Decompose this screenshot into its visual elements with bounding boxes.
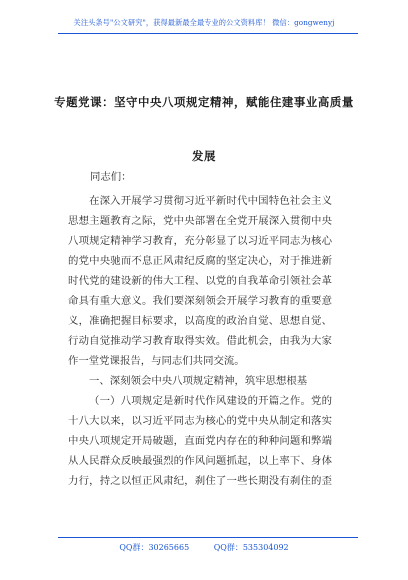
- footer: [0, 542, 408, 553]
- salutation: 同志们：: [90, 171, 132, 183]
- footer-qq-group-2: QQ群：535304092: [213, 543, 289, 552]
- text-line: 从人民群众反映最强烈的作风问题抓起，以上率下、身体: [68, 455, 332, 467]
- header-rule: [58, 33, 358, 34]
- footer-qq-group-1: QQ群：30265665: [119, 543, 190, 552]
- footer-rule: [58, 537, 358, 538]
- text-line: 的党中央驰而不息正风肃纪反腐的坚定决心，对于推进新: [68, 255, 332, 267]
- text-line: 命具有重大意义。我们要深刻领会开展学习教育的重要意: [68, 295, 332, 307]
- text-line: 行动自觉推动学习教育取得实效。借此机会，由我为大家: [68, 335, 332, 347]
- text-line: 时代党的建设新的伟大工程、以党的自我革命引领社会革: [68, 275, 332, 287]
- text-line: 十八大以来，以习近平同志为核心的党中央从制定和落实: [68, 415, 332, 427]
- text-line: （一）八项规定是新时代作风建设的开篇之作。党的: [89, 395, 332, 407]
- section-heading: 一、深刻领会中央八项规定精神，筑牢思想根基: [89, 375, 308, 387]
- document-title-line-1: 专题党课：坚守中央八项规定精神，赋能住建事业高质量: [54, 95, 354, 109]
- paragraph-intro: [68, 191, 332, 491]
- header-banner: 关注头条号"公文研究"，获得最新最全最专业的公文资料库！ 微信：gongwenyj: [73, 18, 335, 27]
- text-line: 中央八项规定开局破题，直面党内存在的种种问题和弊端: [68, 435, 332, 447]
- text-line: 八项规定精神学习教育，充分彰显了以习近平同志为核心: [68, 235, 332, 247]
- text-line: 在深入开展学习贯彻习近平新时代中国特色社会主义: [89, 195, 332, 207]
- text-line: 作一堂党课报告，与同志们共同交流。: [68, 355, 245, 367]
- document-title-line-2: 发展: [192, 149, 216, 163]
- text-line: 义，准确把握目标要求，以高度的政治自觉、思想自觉、: [68, 315, 332, 327]
- text-line: 力行，持之以恒正风肃纪，刹住了一些长期没有刹住的歪: [68, 475, 332, 487]
- text-line: 思想主题教育之际，党中央部署在全党开展深入贯彻中央: [68, 215, 332, 227]
